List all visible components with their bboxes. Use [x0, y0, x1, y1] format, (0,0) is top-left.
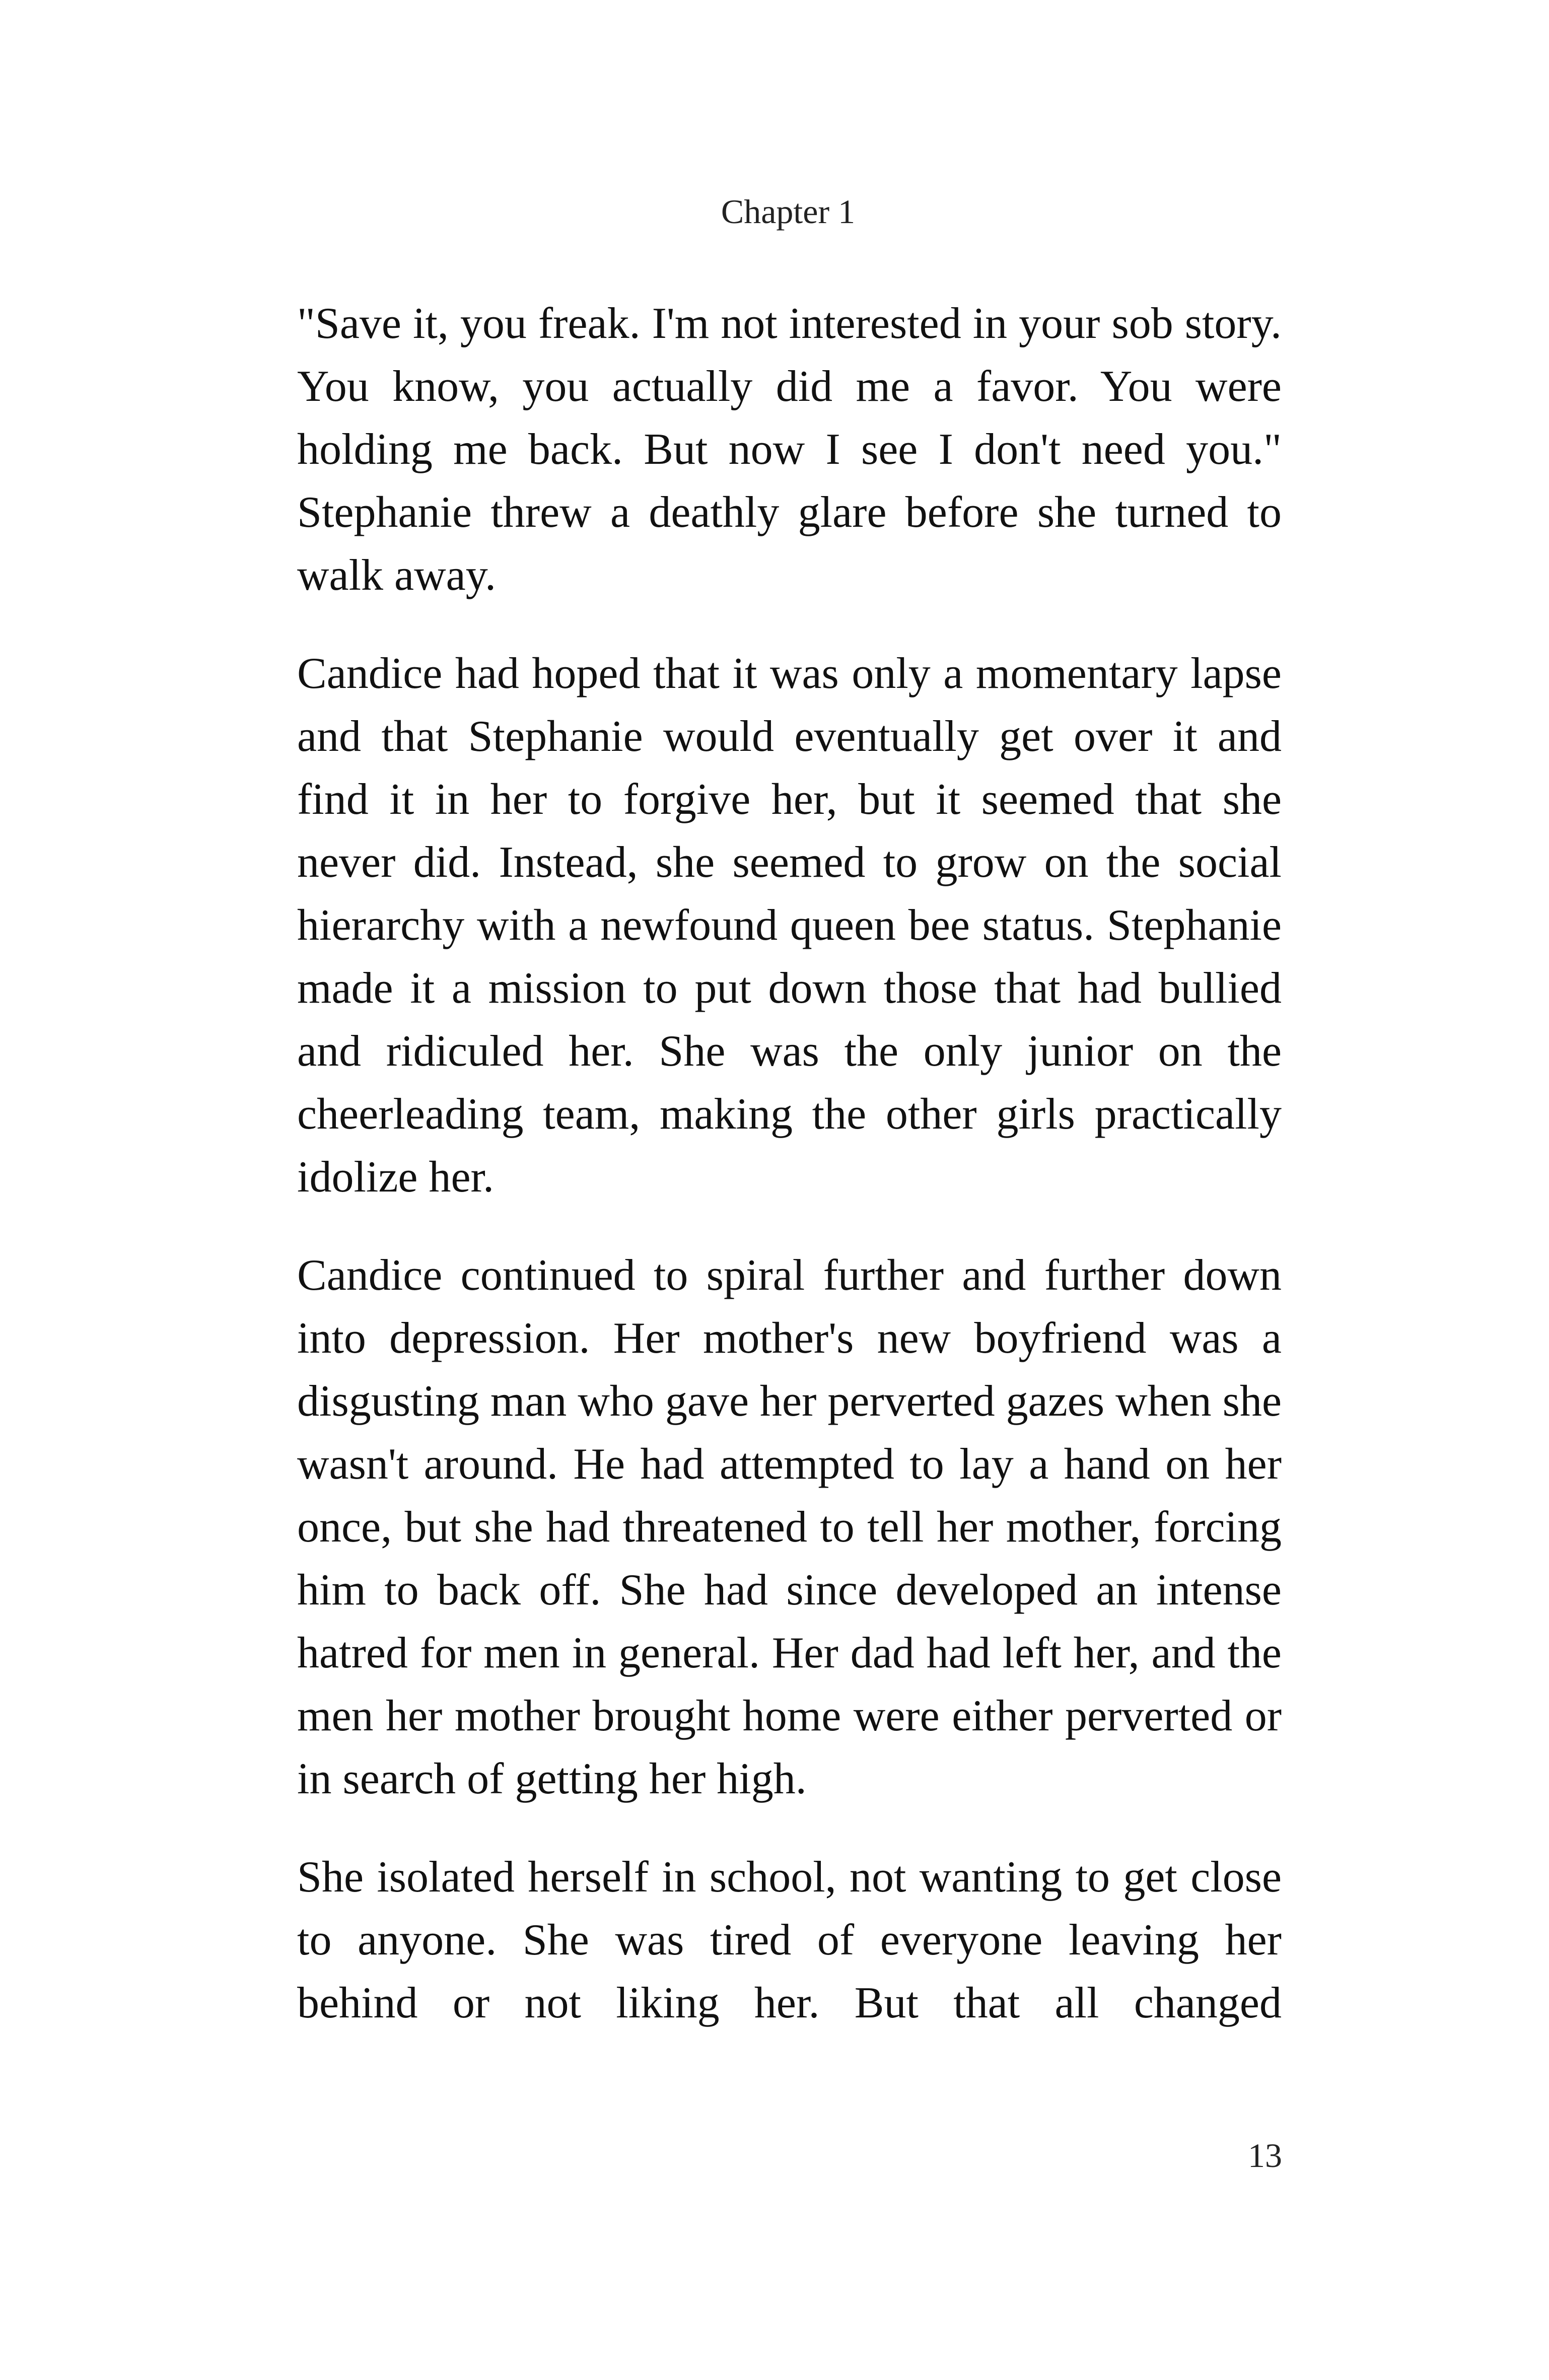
page-number: 13: [1248, 2136, 1282, 2175]
chapter-header: Chapter 1: [721, 192, 856, 231]
body-text: [297, 292, 1282, 2035]
paragraph: Candice continued to spiral further and further down into depression. Her mother's new boyfriend was a disgusting man who gave her perverted gazes when she wasn't around. He had attempted to lay a hand on her once, but she had threatened to tell her mother, forcing him to back off. She had since developed an intense hatred for men in general. Her dad had left her, and the men her mother brought home were either perverted or in search of getting her high.: [297, 1251, 1282, 1803]
paragraph: She isolated herself in school, not wanting to get close to anyone. She was tired of everyone leaving her behind or not liking her. But that all changed: [297, 1853, 1282, 2027]
paragraph: "Save it, you freak. I'm not interested in your sob story. You know, you actually did me a favor. You were holding me back. But now I see I don't need you." Stephanie threw a deathly glare before she turned to walk away.: [297, 299, 1282, 600]
paragraph: Candice had hoped that it was only a momentary lapse and that Stephanie would eventually get over it and find it in her to forgive her, but it seemed that she never did. Instead, she seemed to grow on the social hierarchy with a newfound queen bee status. Stephanie made it a mission to put down those that had bullied and ridiculed her. She was the only junior on the cheerleading team, making the other girls practically idolize her.: [297, 649, 1282, 1202]
